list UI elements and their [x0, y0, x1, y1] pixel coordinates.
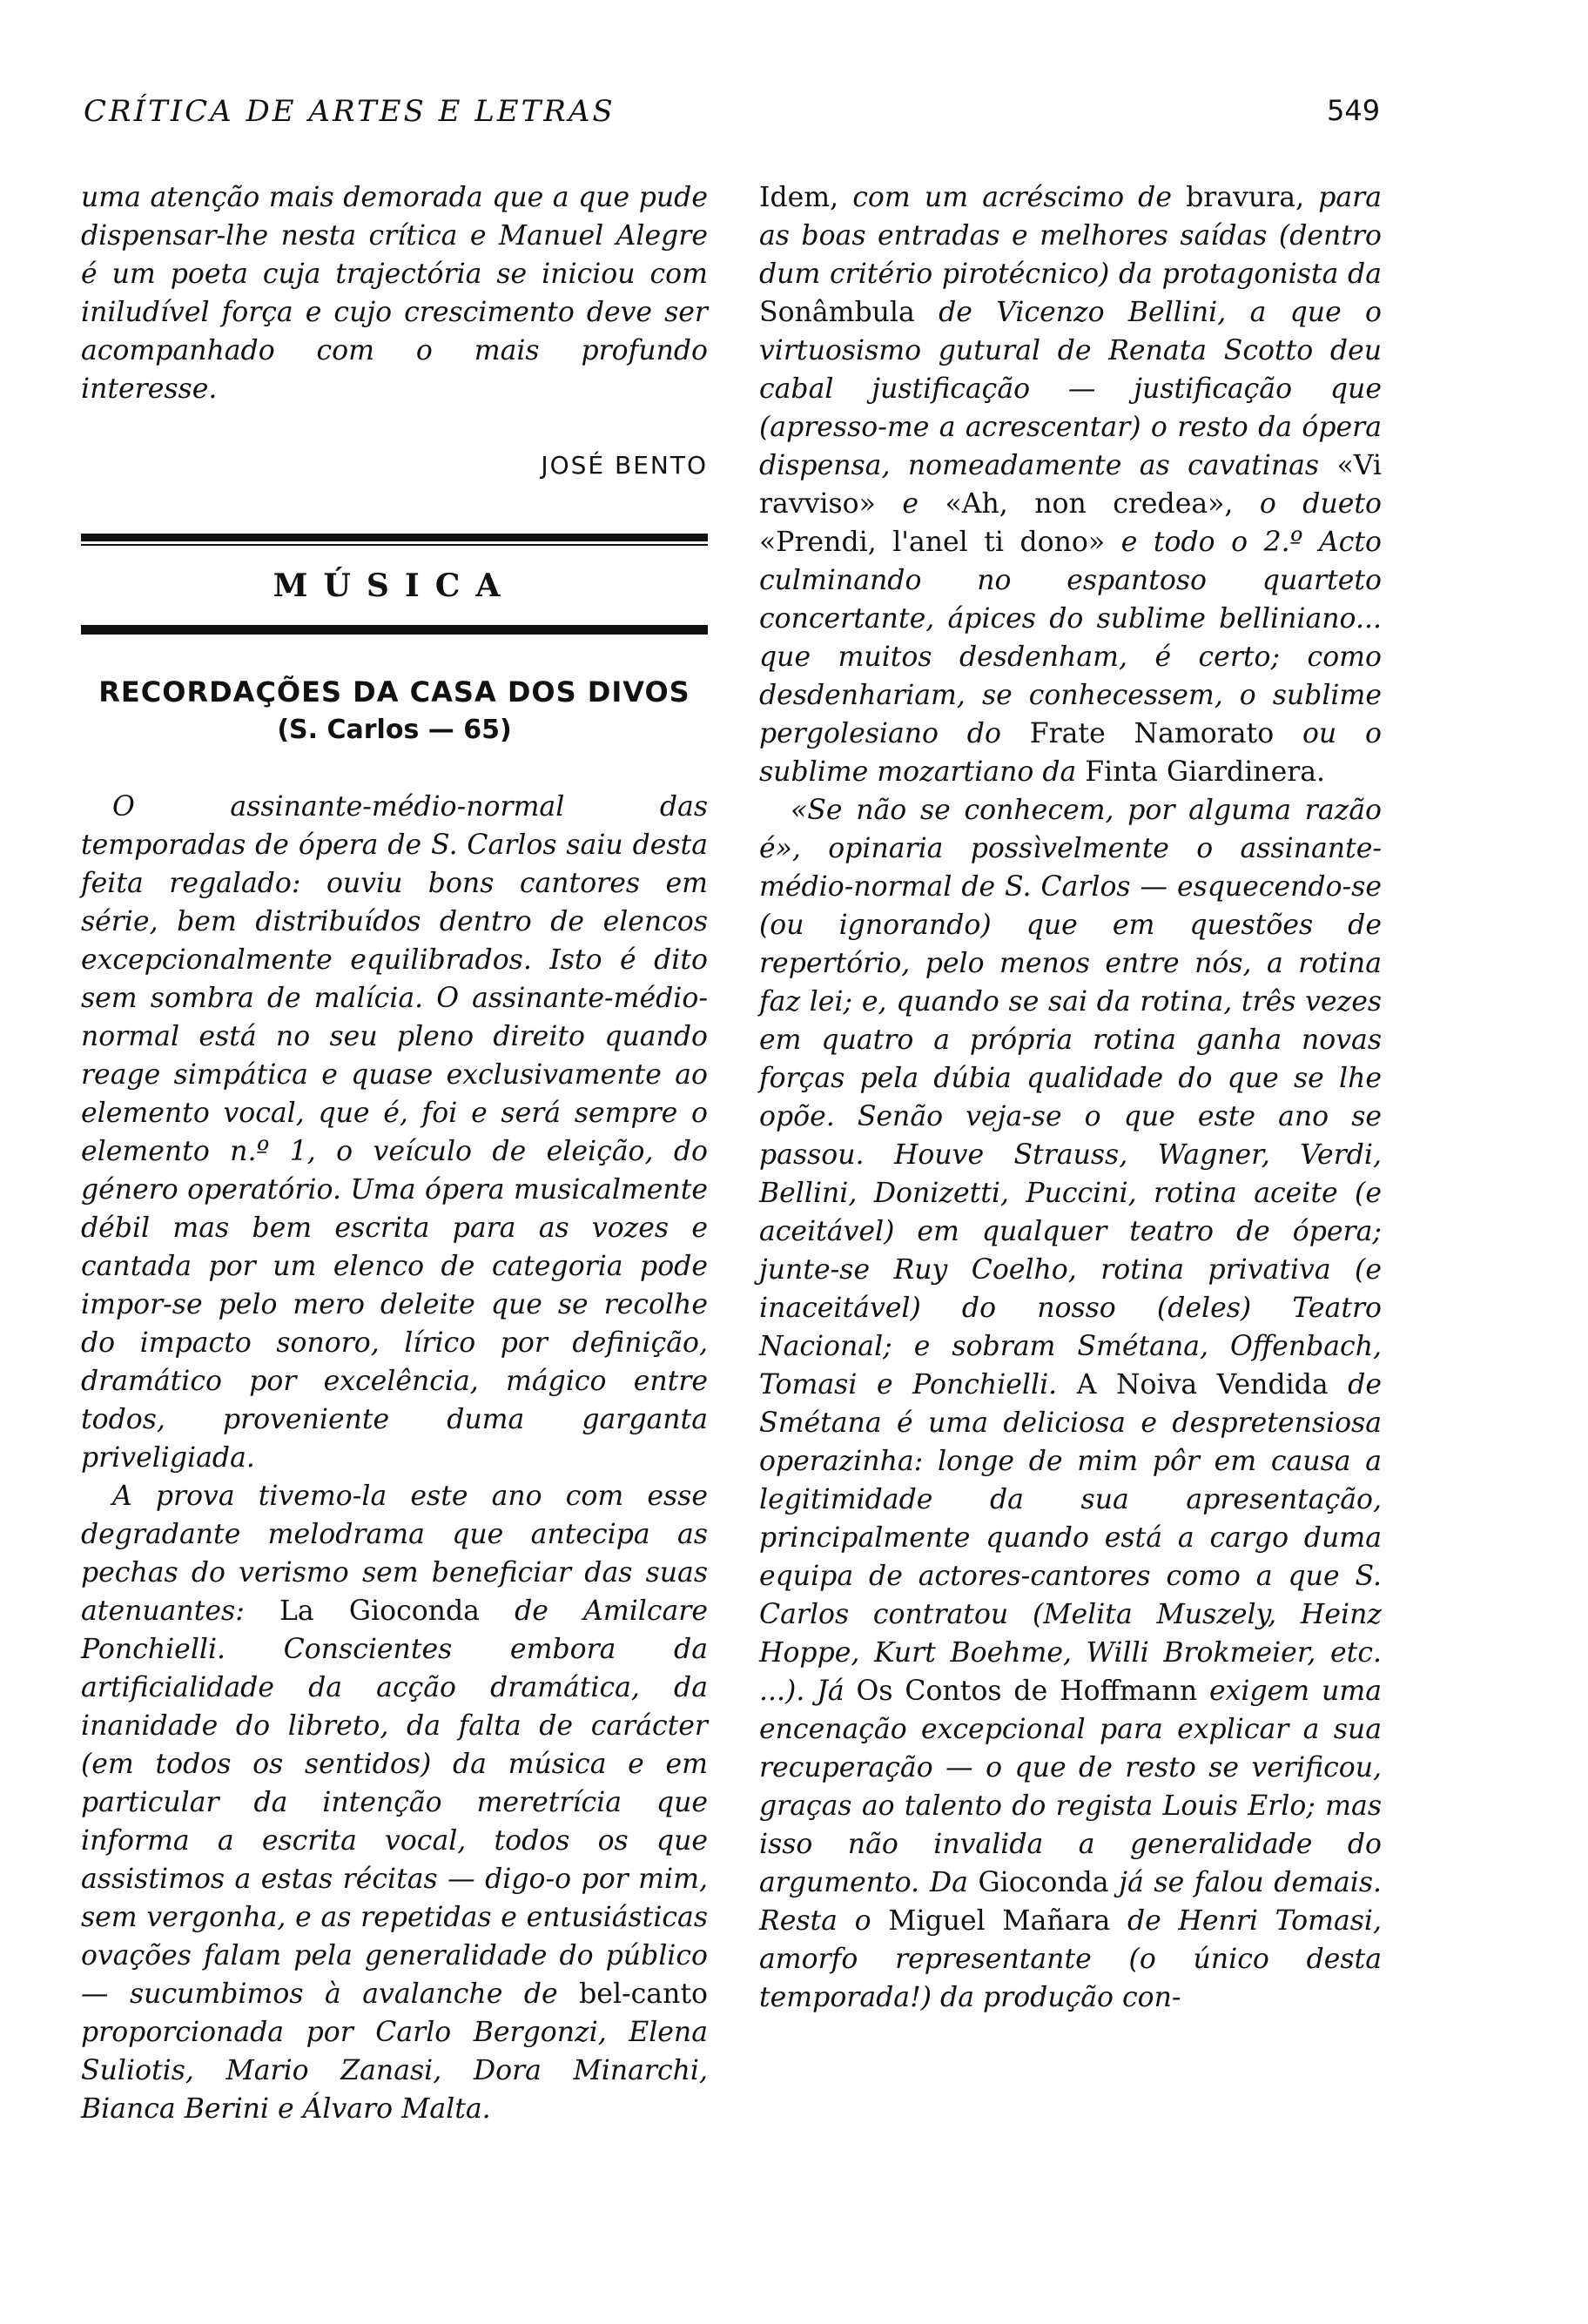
text-run: já se falou demais. Resta o	[759, 1867, 1382, 1937]
term: bel-canto	[579, 1978, 708, 2010]
author-signature: JOSÉ BENTO	[541, 451, 708, 480]
section-banner	[81, 534, 708, 635]
left-column	[81, 178, 708, 2128]
text-run: de Smétana é uma deliciosa e despretensiosa operazinha: longe de mim pôr em causa a legitimidade da sua apresentação, principalmente quando está a cargo duma equipa de actores-cantores como a que S. Carlos contratou (Melita Muszely, Heinz Hoppe, Kurt Boehme, Willi Brokmeier, etc. ...). Já	[759, 1369, 1382, 1707]
opera-title: La Gioconda	[279, 1595, 480, 1627]
text-run: de Amilcare Ponchielli. Conscientes embora da artificialidade da acção dramática, da inanidade do libreto, da falta de carácter (em todos os sentidos) da música e em particular da intenção meretrícia que informa a escrita vocal, todos os que assistimos a estas récitas — digo-o por mim, sem vergonha, e as repetidas e entusiásticas ovações falam pela generalidade do público — sucumbimos à avalanche de	[81, 1595, 708, 2010]
article-title: RECORDAÇÕES DA CASA DOS DIVOS	[98, 675, 690, 709]
text-run: e	[875, 488, 945, 520]
text-run: de Vicenzo Bellini, a que o virtuosismo gutural de Renata Scotto deu cabal justificação — justificação que (apresso-me a acrescentar) o resto da ópera dispensa, nomeadamente as cavatinas	[759, 297, 1382, 481]
text-run: «Se não se conhecem, por alguma razão é», opinaria possìvelmente o assinante-médio-normal de S. Carlos — esquecendo-se (ou ignorando) que em questões de repertório, pelo menos entre nós, a rotina faz lei; e, quando se sai da rotina, três vezes em quatro a própria rotina ganha novas forças pela dúbia qualidade do que se lhe opõe. Senão veja-se o que este ano se passou. Houve Strauss, Wagner, Verdi, Bellini, Donizetti, Puccini, rotina aceite (e aceitável) em qualquer teatro de ópera; junte-se Ruy Coelho, rotina privativa (e inaceitável) do nosso (deles) Teatro Nacional; e sobram Smétana, Offenbach, Tomasi e Ponchielli.	[759, 795, 1382, 1400]
text-run: exigem uma encenação excepcional para explicar a sua recuperação — o que de resto se verificou, graças ao talento do regista Louis Erlo; mas isso não invalida a generalidade do argumento. Da	[759, 1676, 1382, 1898]
section-rule-top	[81, 534, 708, 541]
text-run: e todo o 2.º Acto culminando no espantoso quarteto concertante, ápices do sublime belliniano... que muitos desdenham, é certo; como desdenhariam, se conhecessem, o sublime pergolesiano do	[759, 527, 1382, 749]
aria-title: «Prendi, l'anel ti dono»	[759, 527, 1106, 558]
opera-title: Frate Namorato	[1029, 718, 1275, 749]
text-run: com um acréscimo de	[838, 182, 1187, 213]
article-paragraph-4	[759, 791, 1382, 2017]
article-paragraph-2	[81, 1477, 708, 2128]
opera-title: Gioconda	[978, 1867, 1109, 1898]
running-head: CRÍTICA DE ARTES E LETRAS	[84, 94, 616, 129]
text-run: Idem,	[759, 182, 839, 213]
article-paragraph-3	[759, 178, 1382, 791]
text-run: ou o sublime mozartiano da	[759, 718, 1382, 788]
article-subtitle: (S. Carlos — 65)	[277, 715, 512, 745]
text-run: para as boas entradas e melhores saídas (dentro dum critério pirotécnico) da protagonista da	[759, 182, 1383, 290]
opera-title: Finta Giardinera.	[1085, 756, 1326, 788]
text-run: de Henri Tomasi, amorfo representante (o único desta temporada!) da produção con-	[759, 1905, 1382, 2013]
opera-title: A Noiva Vendida	[1076, 1369, 1329, 1400]
section-rule-bottom	[81, 627, 708, 635]
aria-title: «Vi ravviso»	[759, 450, 1382, 520]
closing-paragraph: uma atenção mais demorada que a que pude dispensar-lhe nesta crítica e Manuel Alegre é um poeta cuja trajectória se iniciou com iniludível força e cujo crescimento deve ser acompanhado com o mais profundo interesse.	[81, 182, 708, 405]
opera-title: Sonâmbula	[759, 297, 915, 328]
text-run: A prova tivemo-la este ano com esse degradante melodrama que antecipa as pechas do verismo sem beneficiar das suas atenuantes:	[81, 1481, 708, 1627]
article-paragraph-1: O assinante-médio-normal das temporadas de ópera de S. Carlos saiu desta feita regalado: ouviu bons cantores em série, bem distribuídos dentro de elencos excepcionalmente equilibrados. Isto é dito sem sombra de malícia. O assinante-médio-normal está no seu pleno direito quando reage simpática e quase exclusivamente ao elemento vocal, que é, foi e será sempre o elemento n.º 1, o veículo de eleição, do género operatório. Uma ópera musicalmente débil mas bem escrita para as vozes e cantada por um elenco de categoria pode impor-se pelo mero deleite que se recolhe do impacto sonoro, lírico por definição, dramático por excelência, mágico entre todos, proveniente duma garganta priveligiada.	[81, 791, 708, 1474]
text-run: o dueto	[1233, 488, 1382, 520]
text-run: proporcionada por Carlo Bergonzi, Elena Suliotis, Mario Zanasi, Dora Minarchi, Bianca Berini e Álvaro Malta.	[81, 2017, 708, 2125]
term: bravura,	[1186, 182, 1305, 213]
section-heading: MÚSICA	[273, 568, 516, 604]
page-number: 549	[1327, 94, 1381, 127]
aria-title: «Ah, non credea»,	[945, 488, 1234, 520]
opera-title: Miguel Mañara	[888, 1905, 1111, 1937]
opera-title: Os Contos de Hoffmann	[856, 1676, 1198, 1707]
right-column	[759, 178, 1382, 2017]
